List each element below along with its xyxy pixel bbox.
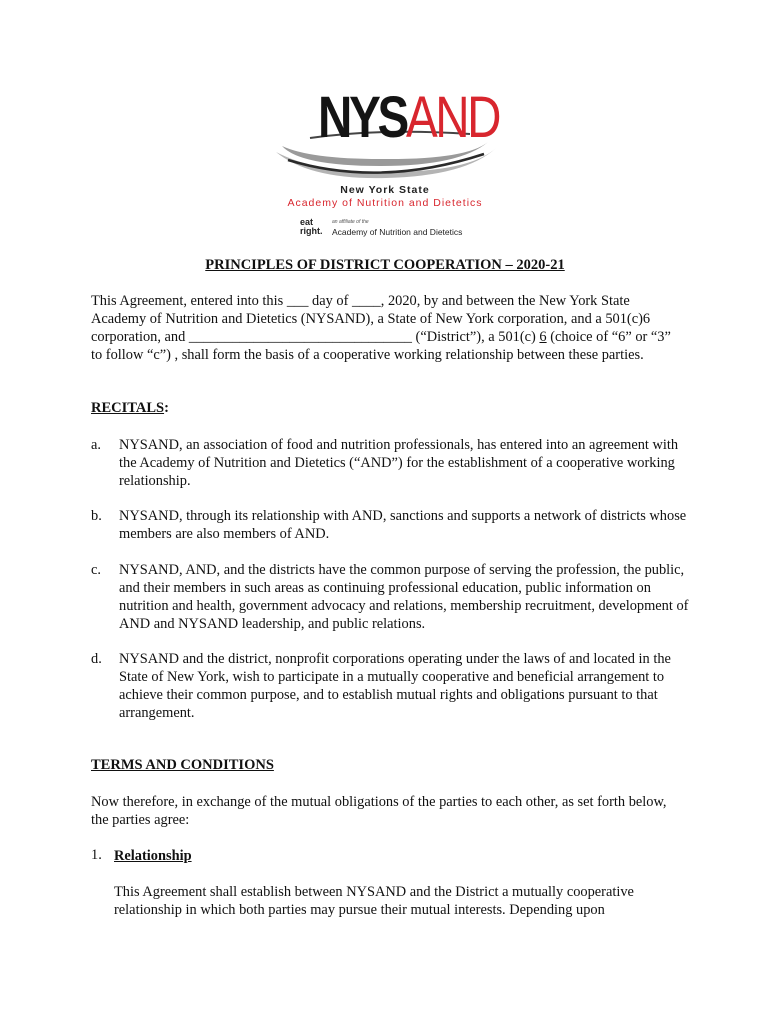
recital-c: NYSAND, AND, and the districts have the common purpose of serving the profession, the public, and their members in such areas as continuing professional education, public information on nutrition and health, government advocacy and relations, membership recruitment, development of AND and NYSAND leadership, and public relations. <box>119 562 689 632</box>
section-1-text: This Agreement shall establish between NYSAND and the District a mutually cooperative relationship in which both parties may pursue their mutual interests. Depending upon <box>114 884 634 918</box>
intro-paragraph <box>91 292 681 364</box>
section-1-number: 1. <box>91 847 102 863</box>
recitals-heading <box>91 400 169 417</box>
intro-text-1: This Agreement, entered into this ___ day of ____, 2020, by and between the New York State Academy of Nutrition and Dietetics (NYSAND), a State of New York corporation, and a 501(c)6 corporation, and _______________________________ (“District”), a 501(c) <box>91 293 651 345</box>
affiliate-full-text: Academy of Nutrition and Dietetics <box>332 227 463 237</box>
terms-heading: TERMS AND CONDITIONS <box>91 757 274 773</box>
document-title: PRINCIPLES OF DISTRICT COOPERATION – 2020-21 <box>205 257 565 273</box>
recital-letter-a: a. <box>91 437 101 453</box>
recital-b: NYSAND, through its relationship with AND, sanctions and supports a network of districts whose members are also members of AND. <box>119 508 687 542</box>
section-1-title: Relationship <box>114 848 192 864</box>
recital-d: NYSAND and the district, nonprofit corporations operating under the laws of and located in the State of New York, wish to participate in a mutually cooperative and beneficial arrangement to achieve their common purpose, and to establish mutual rights and obligations pursuant to that arrangement. <box>119 651 671 721</box>
recital-letter-c: c. <box>91 562 101 578</box>
logo-nys-text: NYS <box>318 85 406 150</box>
eatright-mark: eat right. <box>300 217 323 236</box>
affiliate-small-text: an affiliate of the <box>332 219 369 225</box>
affiliate-logo <box>300 218 500 240</box>
logo-and-text: AND <box>405 85 500 150</box>
recitals-heading-text: RECITALS <box>91 400 165 416</box>
recitals-colon: : <box>164 400 169 416</box>
recital-letter-d: d. <box>91 651 102 667</box>
logo-wordmark <box>318 85 500 150</box>
recital-letter-b: b. <box>91 508 102 524</box>
intro-text-2: (choice of “6” or “3” to follow “c”) , shall form the basis of a cooperative working relationship between these parties. <box>91 329 671 363</box>
intro-underlined-choice: 6 <box>539 329 547 345</box>
logo-academy-name: Academy of Nutrition and Dietetics <box>287 197 483 209</box>
recital-a: NYSAND, an association of food and nutrition professionals, has entered into an agreement with the Academy of Nutrition and Dietetics (“AND”) for the establishment of a cooperative working relationship. <box>119 437 679 489</box>
nysand-logo <box>270 85 500 248</box>
terms-intro: Now therefore, in exchange of the mutual obligations of the parties to each other, as set forth below, the parties agree: <box>91 794 667 828</box>
logo-state-name: New York State <box>340 184 430 196</box>
